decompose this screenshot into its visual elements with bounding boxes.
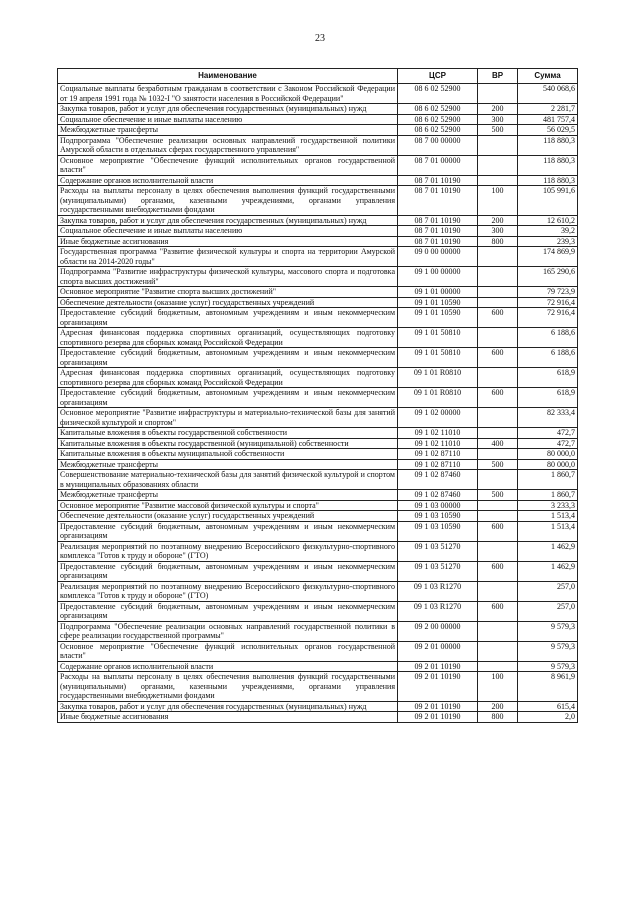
cell-vr: 600 <box>478 388 518 408</box>
table-row <box>58 287 578 298</box>
cell-sum: 1 513,4 <box>518 521 578 541</box>
cell-csr: 09 1 01 50810 <box>398 328 478 348</box>
cell-sum: 239,3 <box>518 236 578 247</box>
cell-sum: 9 579,3 <box>518 641 578 661</box>
table-row <box>58 601 578 621</box>
cell-sum: 8 961,9 <box>518 672 578 702</box>
cell-csr: 09 1 01 10590 <box>398 297 478 308</box>
table-row <box>58 226 578 237</box>
cell-vr: 600 <box>478 601 518 621</box>
cell-vr: 500 <box>478 459 518 470</box>
table-row <box>58 125 578 136</box>
cell-sum: 80 000,0 <box>518 449 578 460</box>
cell-csr: 09 2 01 10190 <box>398 712 478 723</box>
cell-sum: 39,2 <box>518 226 578 237</box>
table-row <box>58 186 578 216</box>
cell-name: Межбюджетные трансферты <box>58 459 398 470</box>
cell-csr: 09 1 03 00000 <box>398 500 478 511</box>
cell-name: Адресная финансовая поддержка спортивных организаций, осуществляющих подготовку спортивного резерва для сборных команд Российской Федерации <box>58 328 398 348</box>
cell-sum: 9 579,3 <box>518 621 578 641</box>
cell-vr <box>478 449 518 460</box>
cell-name: Реализация мероприятий по поэтапному внедрению Всероссийского физкультурно-спортивного комплекса "Готов к труду и обороне" (ГТО) <box>58 581 398 601</box>
cell-name: Совершенствование материально-технической базы для занятий физической культурой и спортом в муниципальных образованиях области <box>58 470 398 490</box>
cell-vr: 500 <box>478 125 518 136</box>
table-row <box>58 215 578 226</box>
cell-name: Подпрограмма "Обеспечение реализации основных направлений государственной политики Амурской области в отдельных сферах государственного управления" <box>58 135 398 155</box>
cell-name: Закупка товаров, работ и услуг для обеспечения государственных (муниципальных) нужд <box>58 104 398 115</box>
cell-name: Предоставление субсидий бюджетным, автономным учреждениям и иным некоммерческим организациям <box>58 308 398 328</box>
cell-csr: 08 7 00 00000 <box>398 135 478 155</box>
cell-name: Социальные выплаты безработным гражданам в соответствии с Законом Российской Федерации от 19 апреля 1991 года № 1032-I "О занятости населения в Российской Федерации" <box>58 84 398 104</box>
column-header-vr: ВР <box>478 69 518 84</box>
cell-vr <box>478 581 518 601</box>
cell-csr: 08 6 02 52900 <box>398 125 478 136</box>
cell-sum: 615,4 <box>518 701 578 712</box>
table-row <box>58 712 578 723</box>
cell-sum: 79 723,9 <box>518 287 578 298</box>
cell-name: Основное мероприятие "Обеспечение функций исполнительных органов государственной власти" <box>58 641 398 661</box>
cell-vr: 600 <box>478 348 518 368</box>
table-row <box>58 114 578 125</box>
table-row <box>58 470 578 490</box>
table-header-row <box>58 69 578 84</box>
cell-sum: 481 757,4 <box>518 114 578 125</box>
cell-name: Основное мероприятие "Развитие массовой физической культуры и спорта" <box>58 500 398 511</box>
table-body <box>58 84 578 723</box>
cell-csr: 09 2 00 00000 <box>398 621 478 641</box>
cell-sum: 12 610,2 <box>518 215 578 226</box>
cell-name: Основное мероприятие "Развитие инфраструктуры и материально-технической базы для занятий физической культурой и спортом" <box>58 408 398 428</box>
cell-name: Основное мероприятие "Обеспечение функций исполнительных органов государственной власти" <box>58 155 398 175</box>
table-row <box>58 661 578 672</box>
cell-name: Предоставление субсидий бюджетным, автономным учреждениям и иным некоммерческим организациям <box>58 601 398 621</box>
cell-name: Обеспечение деятельности (оказание услуг) государственных учреждений <box>58 511 398 522</box>
cell-sum: 3 233,3 <box>518 500 578 511</box>
table-row <box>58 247 578 267</box>
cell-csr: 08 7 01 10190 <box>398 186 478 216</box>
cell-csr: 08 7 01 10190 <box>398 236 478 247</box>
cell-name: Капитальные вложения в объекты муниципальной собственности <box>58 449 398 460</box>
table-row <box>58 267 578 287</box>
table-row <box>58 511 578 522</box>
cell-sum: 118 880,3 <box>518 135 578 155</box>
page-number: 23 <box>315 33 325 44</box>
cell-csr: 09 1 03 10590 <box>398 521 478 541</box>
cell-csr: 09 1 03 R1270 <box>398 581 478 601</box>
cell-vr <box>478 511 518 522</box>
cell-name: Подпрограмма "Развитие инфраструктуры физической культуры, массового спорта и подготовка спорта высших достижений" <box>58 267 398 287</box>
cell-sum: 174 869,9 <box>518 247 578 267</box>
cell-csr: 09 1 03 51270 <box>398 561 478 581</box>
cell-vr <box>478 541 518 561</box>
cell-csr: 08 6 02 52900 <box>398 84 478 104</box>
cell-sum: 105 991,6 <box>518 186 578 216</box>
cell-name: Государственная программа "Развитие физической культуры и спорта на территории Амурской области на 2014-2020 годы" <box>58 247 398 267</box>
cell-sum: 1 860,7 <box>518 490 578 501</box>
table-row <box>58 297 578 308</box>
table-row <box>58 104 578 115</box>
cell-vr <box>478 641 518 661</box>
cell-csr: 09 0 00 00000 <box>398 247 478 267</box>
cell-vr: 400 <box>478 438 518 449</box>
table-row <box>58 521 578 541</box>
cell-sum: 165 290,6 <box>518 267 578 287</box>
cell-csr: 09 1 01 R0810 <box>398 368 478 388</box>
cell-sum: 56 029,5 <box>518 125 578 136</box>
cell-sum: 72 916,4 <box>518 308 578 328</box>
cell-vr: 200 <box>478 215 518 226</box>
table-row <box>58 155 578 175</box>
cell-sum: 472,7 <box>518 428 578 439</box>
cell-csr: 09 1 01 00000 <box>398 287 478 298</box>
cell-sum: 118 880,3 <box>518 175 578 186</box>
table-row <box>58 408 578 428</box>
table-row <box>58 348 578 368</box>
cell-csr: 09 1 01 R0810 <box>398 388 478 408</box>
cell-csr: 08 7 01 00000 <box>398 155 478 175</box>
cell-csr: 09 1 02 11010 <box>398 438 478 449</box>
table-row <box>58 175 578 186</box>
table-row <box>58 581 578 601</box>
cell-sum: 1 462,9 <box>518 561 578 581</box>
cell-vr <box>478 135 518 155</box>
cell-name: Реализация мероприятий по поэтапному внедрению Всероссийского физкультурно-спортивного комплекса "Готов к труду и обороне" (ГТО) <box>58 541 398 561</box>
cell-name: Предоставление субсидий бюджетным, автономным учреждениям и иным некоммерческим организациям <box>58 388 398 408</box>
cell-csr: 09 1 02 87460 <box>398 470 478 490</box>
cell-csr: 09 1 00 00000 <box>398 267 478 287</box>
column-header-name: Наименование <box>58 69 398 84</box>
cell-vr: 600 <box>478 521 518 541</box>
cell-csr: 08 6 02 52900 <box>398 114 478 125</box>
cell-csr: 09 1 01 10590 <box>398 308 478 328</box>
cell-name: Социальное обеспечение и иные выплаты населению <box>58 114 398 125</box>
cell-csr: 09 1 01 50810 <box>398 348 478 368</box>
cell-vr <box>478 621 518 641</box>
cell-csr: 09 1 03 R1270 <box>398 601 478 621</box>
cell-name: Предоставление субсидий бюджетным, автономным учреждениям и иным некоммерческим организациям <box>58 521 398 541</box>
cell-name: Содержание органов исполнительной власти <box>58 175 398 186</box>
column-header-sum: Сумма <box>518 69 578 84</box>
table-row <box>58 308 578 328</box>
cell-vr <box>478 328 518 348</box>
cell-vr: 200 <box>478 701 518 712</box>
cell-name: Закупка товаров, работ и услуг для обеспечения государственных (муниципальных) нужд <box>58 701 398 712</box>
cell-vr: 100 <box>478 186 518 216</box>
cell-vr <box>478 247 518 267</box>
cell-csr: 08 7 01 10190 <box>398 215 478 226</box>
cell-vr <box>478 408 518 428</box>
cell-sum: 72 916,4 <box>518 297 578 308</box>
cell-vr: 300 <box>478 226 518 237</box>
cell-name: Обеспечение деятельности (оказание услуг) государственных учреждений <box>58 297 398 308</box>
cell-sum: 1 860,7 <box>518 470 578 490</box>
cell-vr <box>478 297 518 308</box>
cell-vr <box>478 428 518 439</box>
cell-name: Капитальные вложения в объекты государственной собственности <box>58 428 398 439</box>
cell-csr: 08 6 02 52900 <box>398 104 478 115</box>
cell-name: Содержание органов исполнительной власти <box>58 661 398 672</box>
cell-vr: 200 <box>478 104 518 115</box>
cell-sum: 82 333,4 <box>518 408 578 428</box>
table-row <box>58 490 578 501</box>
table-row <box>58 368 578 388</box>
table-row <box>58 672 578 702</box>
table-row <box>58 438 578 449</box>
budget-table <box>57 68 578 723</box>
cell-csr: 08 7 01 10190 <box>398 226 478 237</box>
table-row <box>58 428 578 439</box>
cell-csr: 09 1 02 00000 <box>398 408 478 428</box>
cell-csr: 09 1 02 11010 <box>398 428 478 439</box>
cell-name: Расходы на выплаты персоналу в целях обеспечения выполнения функций государственными (муниципальными) органами, казенными учреждениями, органами управления государственными внебюджетными фондами <box>58 672 398 702</box>
table-row <box>58 541 578 561</box>
cell-csr: 08 7 01 10190 <box>398 175 478 186</box>
cell-name: Иные бюджетные ассигнования <box>58 236 398 247</box>
cell-name: Межбюджетные трансферты <box>58 125 398 136</box>
cell-vr <box>478 661 518 672</box>
cell-vr <box>478 175 518 186</box>
cell-sum: 6 188,6 <box>518 328 578 348</box>
cell-sum: 9 579,3 <box>518 661 578 672</box>
cell-sum: 80 000,0 <box>518 459 578 470</box>
table-row <box>58 459 578 470</box>
cell-name: Подпрограмма "Обеспечение реализации основных направлений государственной политики в сфере реализации государственной программы" <box>58 621 398 641</box>
cell-name: Предоставление субсидий бюджетным, автономным учреждениям и иным некоммерческим организациям <box>58 348 398 368</box>
cell-vr: 600 <box>478 308 518 328</box>
cell-vr: 500 <box>478 490 518 501</box>
table-row <box>58 561 578 581</box>
cell-name: Капитальные вложения в объекты государственной (муниципальной) собственности <box>58 438 398 449</box>
cell-sum: 257,0 <box>518 601 578 621</box>
cell-name: Иные бюджетные ассигнования <box>58 712 398 723</box>
cell-csr: 09 2 01 10190 <box>398 672 478 702</box>
table-row <box>58 236 578 247</box>
cell-csr: 09 1 02 87110 <box>398 459 478 470</box>
cell-vr <box>478 470 518 490</box>
cell-name: Социальное обеспечение и иные выплаты населению <box>58 226 398 237</box>
cell-csr: 09 1 02 87110 <box>398 449 478 460</box>
table-row <box>58 449 578 460</box>
cell-name: Закупка товаров, работ и услуг для обеспечения государственных (муниципальных) нужд <box>58 215 398 226</box>
column-header-csr: ЦСР <box>398 69 478 84</box>
cell-vr <box>478 500 518 511</box>
cell-vr <box>478 84 518 104</box>
table-row <box>58 701 578 712</box>
cell-sum: 2 281,7 <box>518 104 578 115</box>
cell-name: Межбюджетные трансферты <box>58 490 398 501</box>
cell-csr: 09 2 01 00000 <box>398 641 478 661</box>
cell-name: Предоставление субсидий бюджетным, автономным учреждениям и иным некоммерческим организациям <box>58 561 398 581</box>
cell-sum: 2,0 <box>518 712 578 723</box>
cell-vr <box>478 368 518 388</box>
cell-sum: 118 880,3 <box>518 155 578 175</box>
cell-vr: 800 <box>478 712 518 723</box>
table-row <box>58 388 578 408</box>
table-row <box>58 135 578 155</box>
cell-vr <box>478 155 518 175</box>
cell-vr: 600 <box>478 561 518 581</box>
table-row <box>58 500 578 511</box>
table-row <box>58 641 578 661</box>
cell-vr <box>478 287 518 298</box>
cell-sum: 618,9 <box>518 388 578 408</box>
cell-sum: 257,0 <box>518 581 578 601</box>
cell-csr: 09 2 01 10190 <box>398 661 478 672</box>
table-row <box>58 84 578 104</box>
cell-csr: 09 1 03 10590 <box>398 511 478 522</box>
cell-sum: 472,7 <box>518 438 578 449</box>
cell-csr: 09 1 03 51270 <box>398 541 478 561</box>
cell-vr: 800 <box>478 236 518 247</box>
cell-name: Основное мероприятие "Развитие спорта высших достижений" <box>58 287 398 298</box>
table-row <box>58 621 578 641</box>
cell-name: Расходы на выплаты персоналу в целях обеспечения выполнения функций государственными (муниципальными) органами, казенными учреждениями, органами управления государственными внебюджетными фондами <box>58 186 398 216</box>
cell-sum: 540 068,6 <box>518 84 578 104</box>
cell-name: Адресная финансовая поддержка спортивных организаций, осуществляющих подготовку спортивного резерва для сборных команд Российской Федерации <box>58 368 398 388</box>
cell-vr: 100 <box>478 672 518 702</box>
cell-csr: 09 2 01 10190 <box>398 701 478 712</box>
cell-sum: 618,9 <box>518 368 578 388</box>
cell-sum: 6 188,6 <box>518 348 578 368</box>
table-row <box>58 328 578 348</box>
cell-sum: 1 513,4 <box>518 511 578 522</box>
cell-vr <box>478 267 518 287</box>
cell-csr: 09 1 02 87460 <box>398 490 478 501</box>
cell-vr: 300 <box>478 114 518 125</box>
cell-sum: 1 462,9 <box>518 541 578 561</box>
